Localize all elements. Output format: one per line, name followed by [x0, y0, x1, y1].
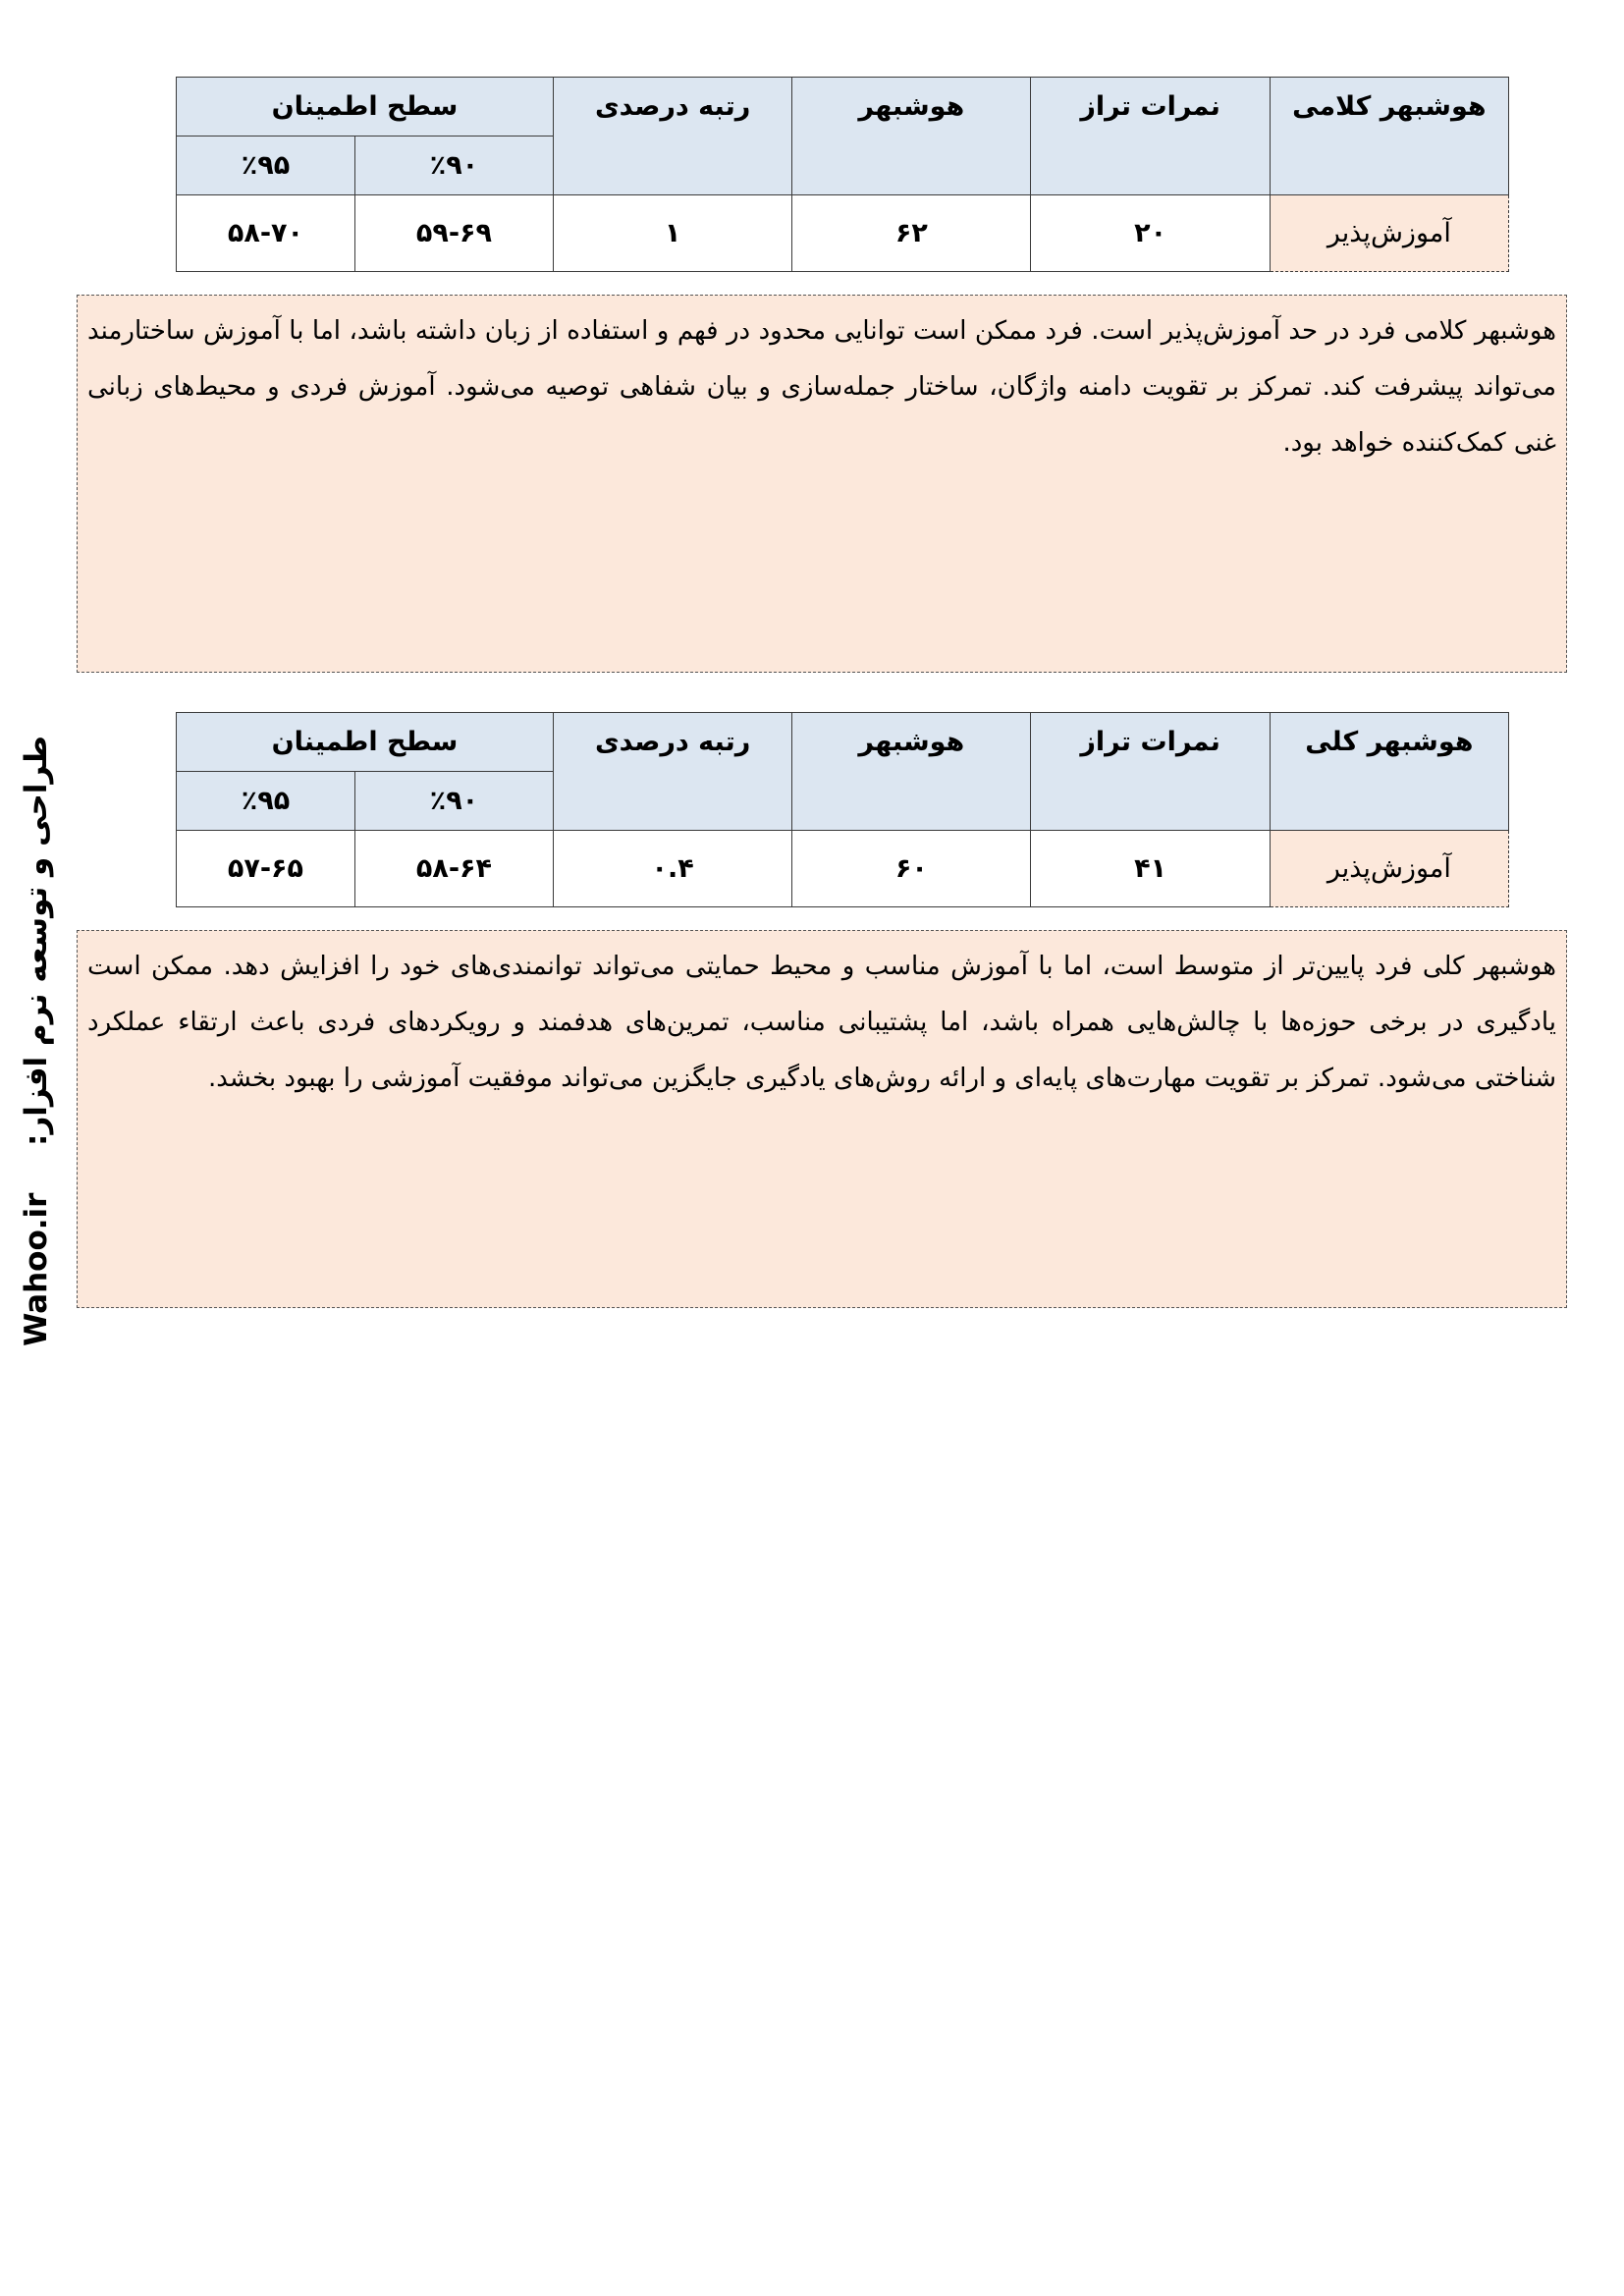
site-name: Wahoo.ir [19, 1192, 54, 1346]
range-95-value: ۵۷-۶۵ [177, 831, 355, 907]
percentile-value: ۰.۴ [553, 831, 791, 907]
verbal-iq-description [77, 295, 1567, 673]
level-value: آموزش‌پذیر [1270, 831, 1508, 907]
percentile-header: رتبه درصدی [553, 713, 791, 831]
confidence-header: سطح اطمینان [177, 78, 554, 137]
full-scale-iq-description [77, 930, 1567, 1308]
confidence-95-header: ٪۹۵ [177, 137, 355, 195]
standard-score-header: نمرات تراز [1031, 713, 1270, 831]
table-title-header: هوشبهر کلی [1270, 713, 1508, 831]
confidence-90-header: ٪۹۰ [354, 772, 553, 831]
level-value: آموزش‌پذیر [1270, 195, 1508, 272]
confidence-95-header: ٪۹۵ [177, 772, 355, 831]
verbal-iq-table [176, 77, 1509, 272]
range-90-value: ۵۹-۶۹ [354, 195, 553, 272]
range-95-value: ۵۸-۷۰ [177, 195, 355, 272]
verbal-iq-description-text: هوشبهر کلامی فرد در حد آموزش‌پذیر است. فرد ممکن است توانایی محدود در فهم و استفاده از زبان داشته باشد، اما با آموزش ساختارمند می‌تواند پیشرفت کند. تمرکز بر تقویت دامنه واژگان، ساختار جمله‌سازی و بیان شفاهی توصیه می‌شود. آموزش فردی و محیط‌های زبانی غنی کمک‌کننده خواهد بود. [87, 316, 1556, 458]
credit-caption: طراحی و توسعه نرم افزار: [19, 736, 54, 1146]
percentile-value: ۱ [553, 195, 791, 272]
iq-value: ۶۲ [792, 195, 1031, 272]
confidence-header: سطح اطمینان [177, 713, 554, 772]
standard-score-header: نمرات تراز [1031, 78, 1270, 195]
table-title-header: هوشبهر کلامی [1270, 78, 1508, 195]
standard-score-value: ۲۰ [1031, 195, 1270, 272]
iq-header: هوشبهر [792, 78, 1031, 195]
percentile-header: رتبه درصدی [553, 78, 791, 195]
full-scale-iq-table [176, 712, 1509, 907]
confidence-90-header: ٪۹۰ [354, 137, 553, 195]
range-90-value: ۵۸-۶۴ [354, 831, 553, 907]
iq-value: ۶۰ [792, 831, 1031, 907]
full-scale-iq-description-text: هوشبهر کلی فرد پایین‌تر از متوسط است، اما با آموزش مناسب و محیط حمایتی می‌تواند توانمندی‌های خود را افزایش دهد. ممکن است یادگیری در برخی حوزه‌ها با چالش‌هایی همراه باشد، اما پشتیبانی مناسب، تمرین‌های هدفمند و رویکردهای فردی باعث ارتقاء عملکرد شناختی می‌شود. تمرکز بر تقویت مهارت‌های پایه‌ای و ارائه روش‌های یادگیری جایگزین می‌تواند موفقیت آموزشی را بهبود بخشد. [87, 952, 1556, 1093]
iq-header: هوشبهر [792, 713, 1031, 831]
side-credit [6, 736, 67, 1346]
standard-score-value: ۴۱ [1031, 831, 1270, 907]
